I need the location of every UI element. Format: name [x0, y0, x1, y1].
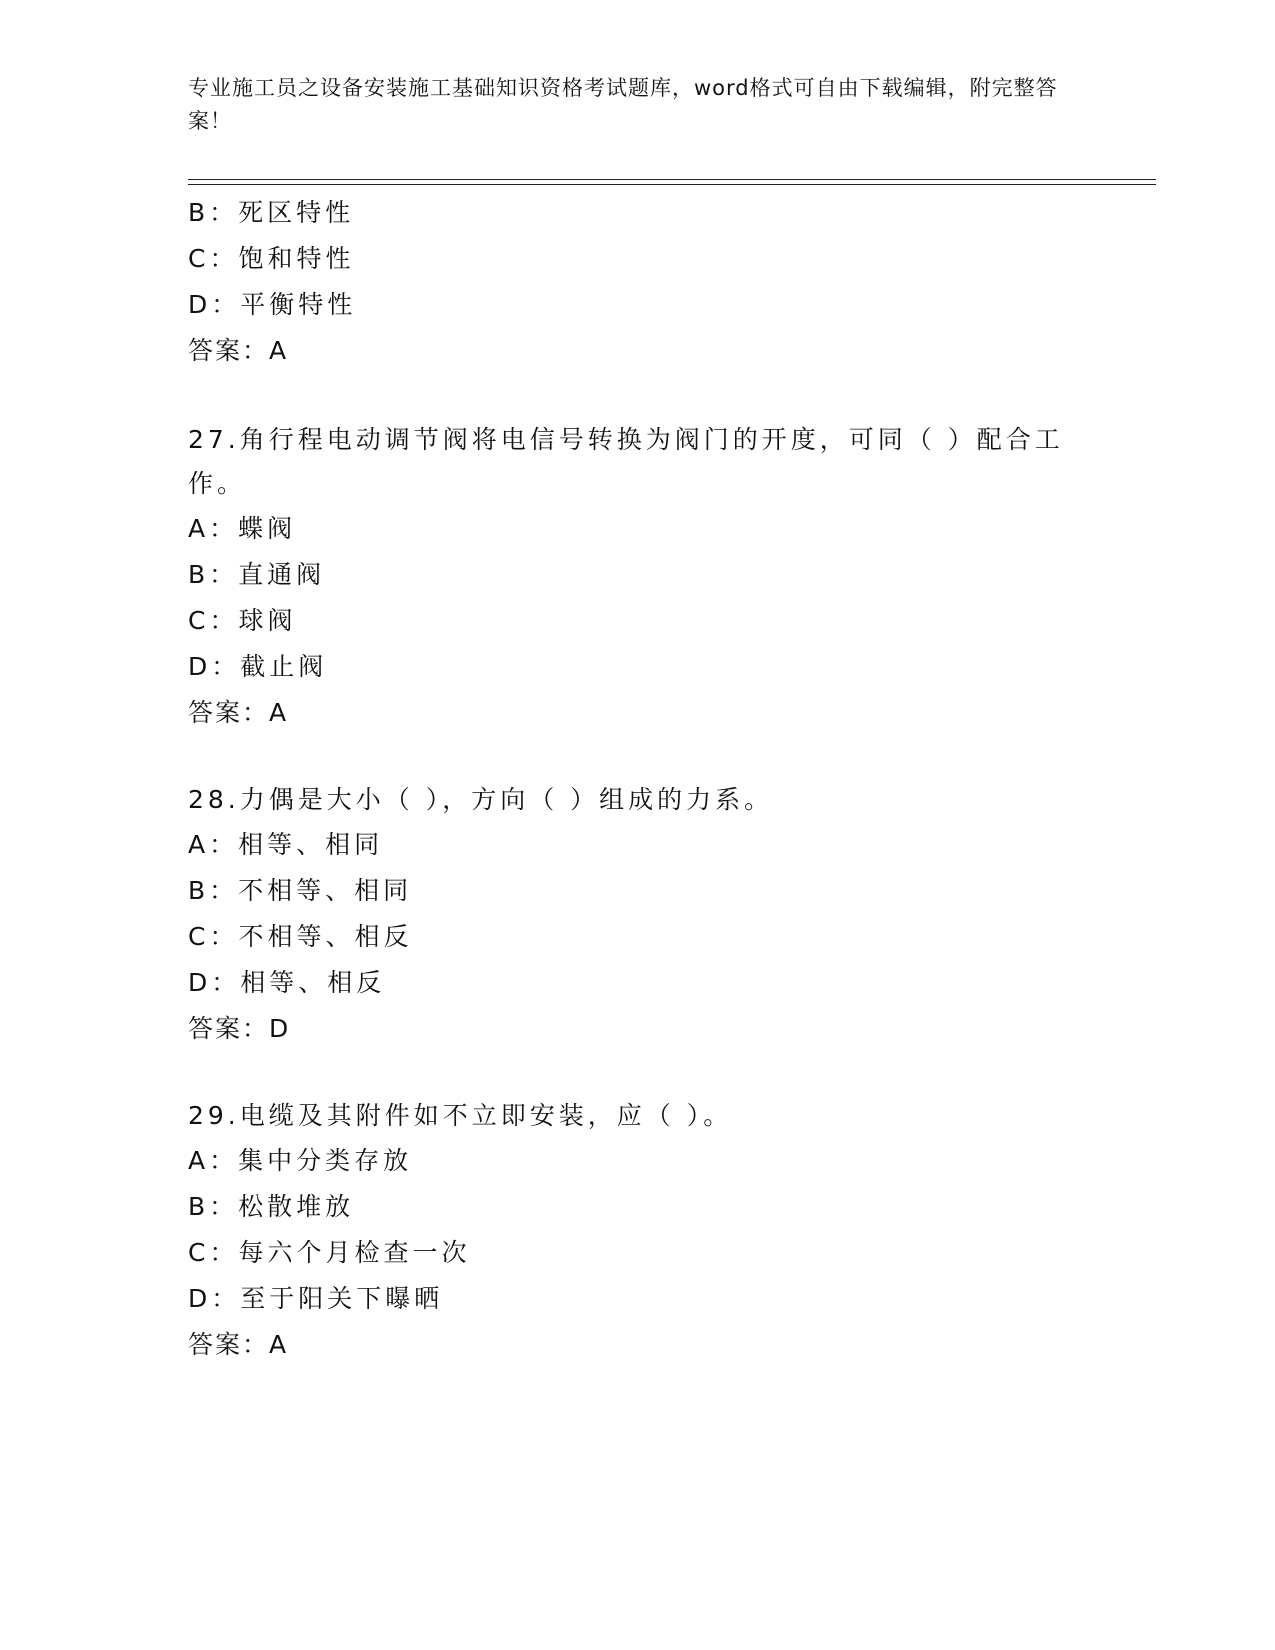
option-b: B：不相等、相同 — [188, 876, 413, 905]
option-d: D：相等、相反 — [188, 968, 386, 997]
option-b: B：直通阀 — [188, 560, 326, 589]
header-rule-bottom — [188, 184, 1156, 185]
option-d: D：至于阳关下曝晒 — [188, 1284, 444, 1313]
option-a: A：集中分类存放 — [188, 1146, 413, 1175]
option-c: C：每六个月检查一次 — [188, 1238, 471, 1267]
answer-line: 答案：A — [188, 698, 289, 727]
question-29 — [188, 1094, 1068, 1368]
question-stem: 27.角行程电动调节阀将电信号转换为阀门的开度，可同（ ）配合工作。 — [188, 425, 1064, 498]
option-a: A：相等、相同 — [188, 830, 384, 859]
question-27 — [188, 418, 1068, 736]
question-28 — [188, 778, 1068, 1052]
document-body — [188, 190, 1068, 1368]
option-d: D：平衡特性 — [188, 290, 357, 319]
question-stem: 29.电缆及其附件如不立即安装，应（ ）。 — [188, 1101, 733, 1130]
prev-question-block — [188, 190, 1068, 374]
option-a: A：蝶阀 — [188, 514, 297, 543]
option-c: C：球阀 — [188, 606, 297, 635]
answer-line: 答案：A — [188, 1330, 289, 1359]
question-stem: 28.力偶是大小（ ），方向（ ）组成的力系。 — [188, 785, 774, 814]
option-c: C：饱和特性 — [188, 244, 355, 273]
option-c: C：不相等、相反 — [188, 922, 413, 951]
page-header: 专业施工员之设备安装施工基础知识资格考试题库，word格式可自由下载编辑，附完整答案！ — [188, 76, 1058, 133]
answer-line: 答案：A — [188, 336, 289, 365]
option-b: B：死区特性 — [188, 198, 355, 227]
option-b: B：松散堆放 — [188, 1192, 355, 1221]
answer-line: 答案：D — [188, 1014, 291, 1043]
header-rule-top — [188, 179, 1156, 180]
option-d: D：截止阀 — [188, 652, 328, 681]
